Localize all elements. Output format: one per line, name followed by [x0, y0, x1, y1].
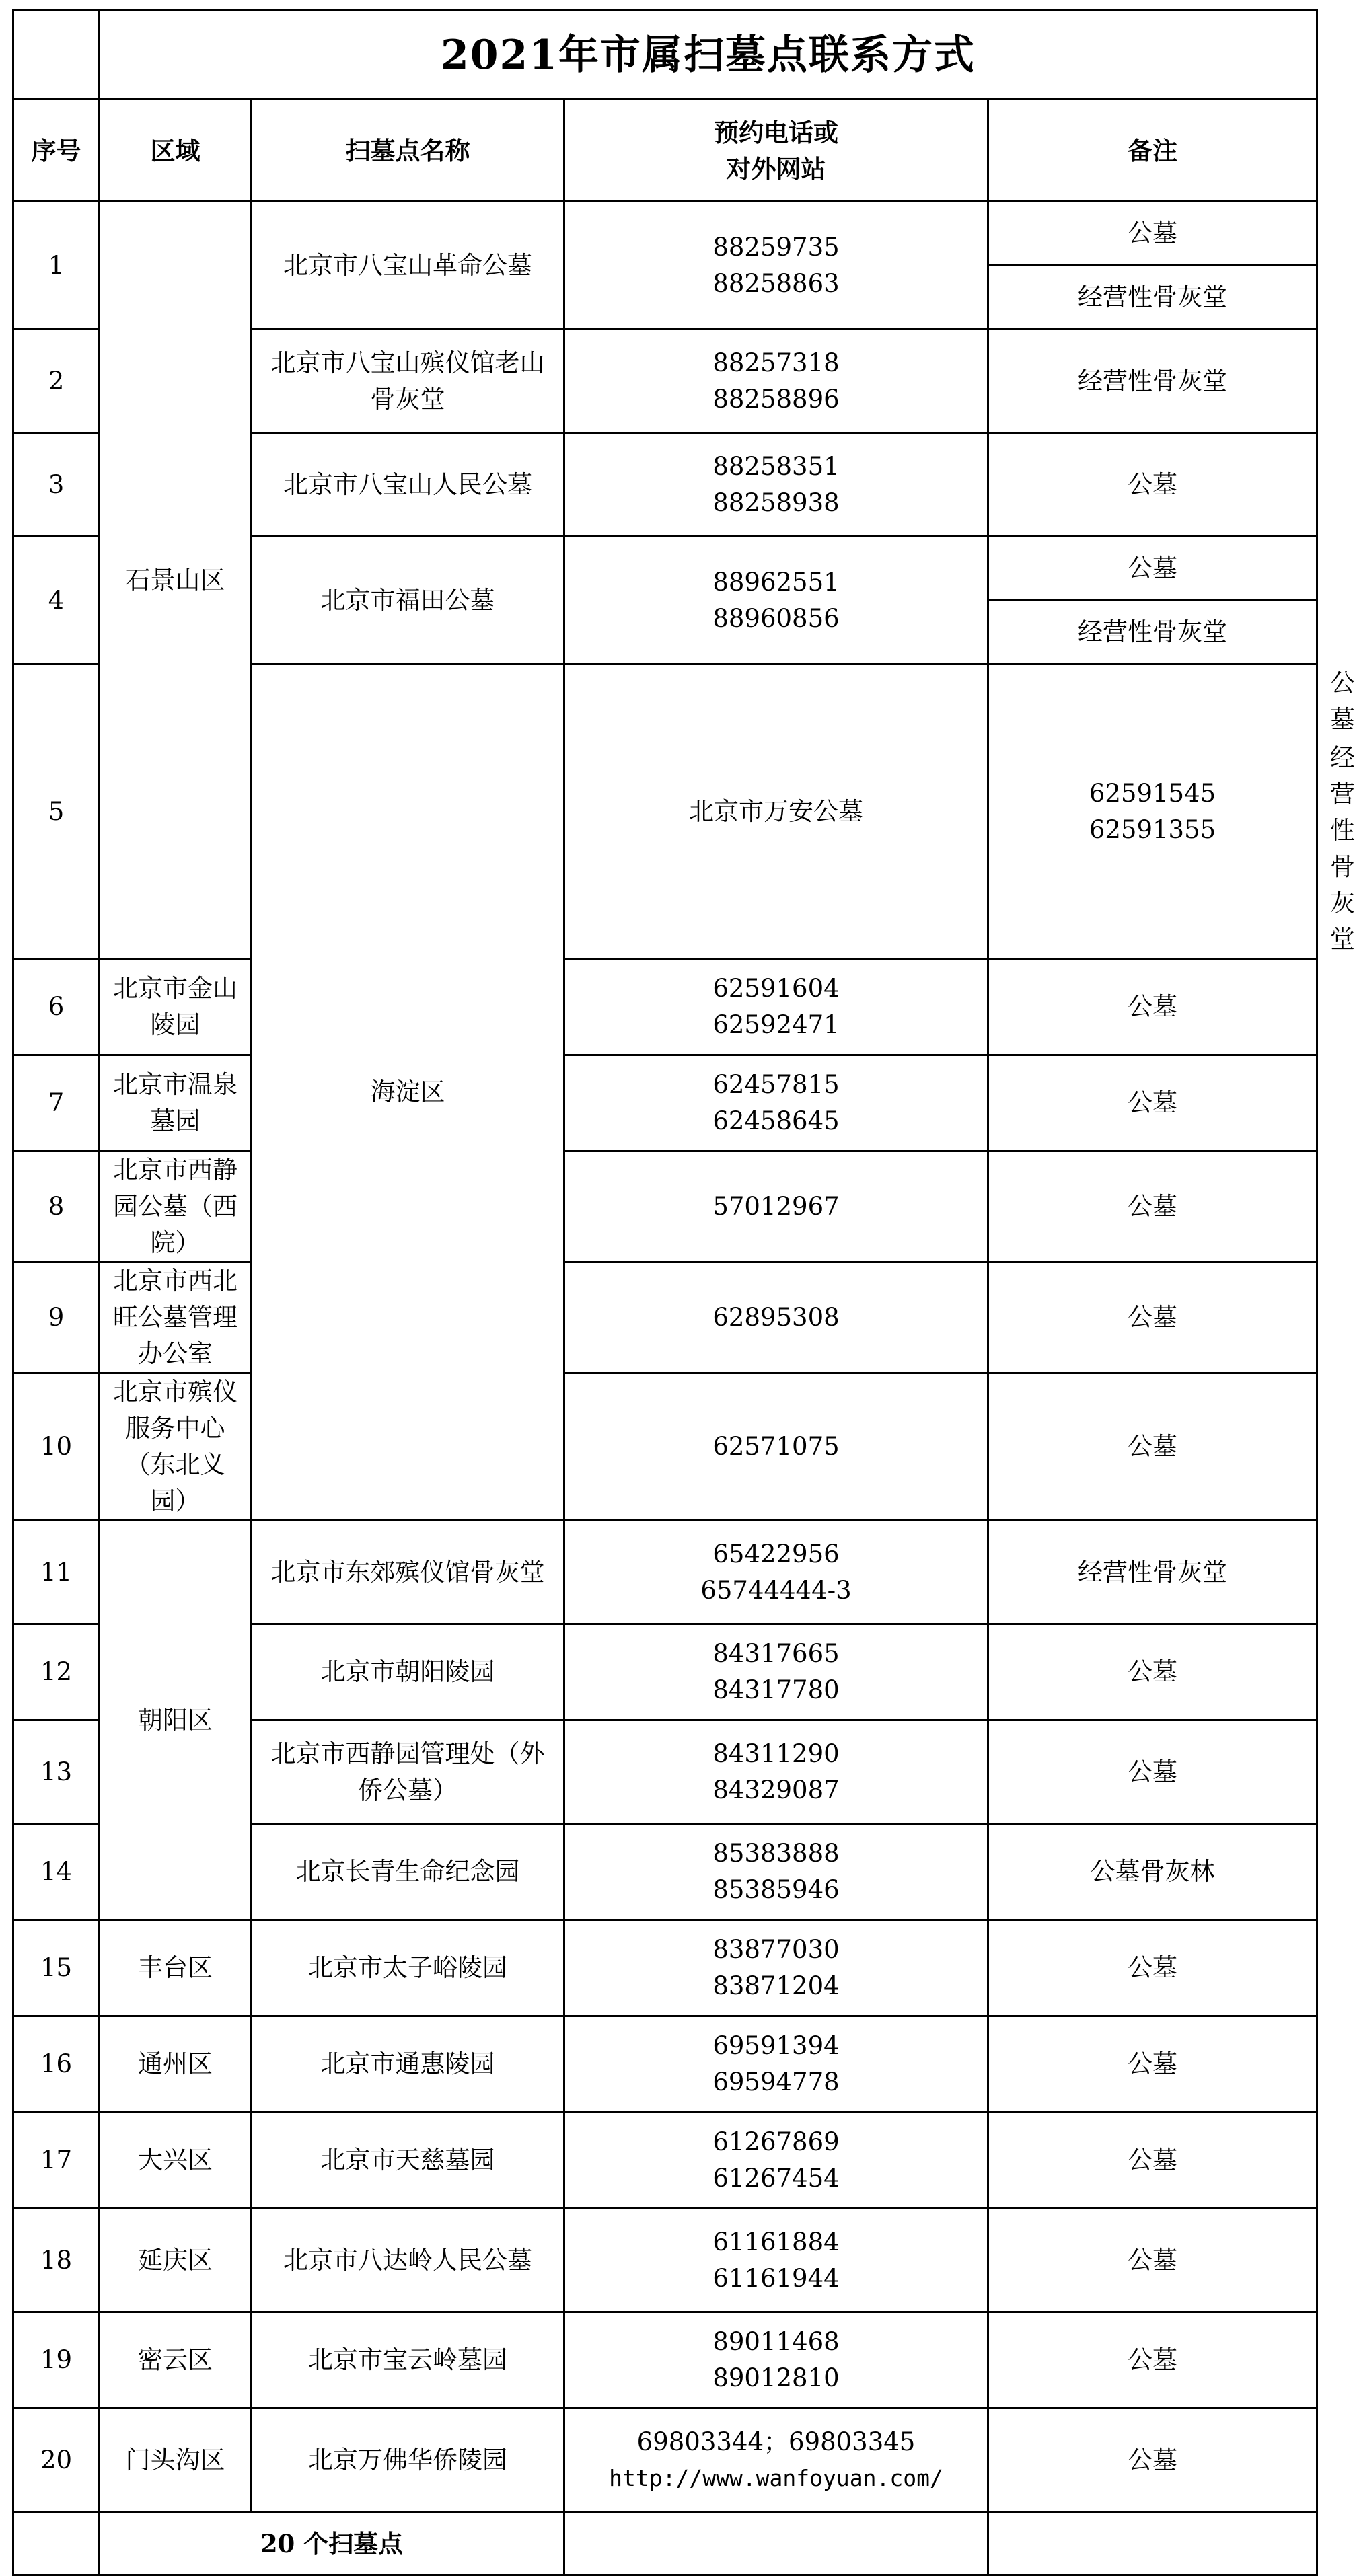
- remark-cell: 经营性骨灰堂: [988, 1521, 1317, 1624]
- contact-cell: [564, 1624, 988, 1720]
- remark-cell: 公墓: [988, 959, 1317, 1055]
- phone-number: 85383888: [712, 1839, 840, 1868]
- row-no: 2: [13, 330, 100, 433]
- contact-cell: [988, 665, 1317, 959]
- table-row: [13, 2409, 1317, 2512]
- remark-cell: 公墓: [988, 1720, 1317, 1824]
- phone-number: 62458645: [712, 1106, 840, 1135]
- remark-cell: 公墓: [988, 2016, 1317, 2113]
- phone-number: 88258938: [712, 488, 840, 517]
- cemetery-name: 北京市殡仪服务中心（东北义园）: [100, 1373, 252, 1521]
- table-row: [13, 202, 1317, 266]
- footer-row: [13, 2512, 1317, 2575]
- table-row: [13, 1373, 1317, 1521]
- table-row: [13, 2312, 1317, 2409]
- cemetery-name: 北京市西静园公墓（西院）: [100, 1151, 252, 1262]
- footer-total: 20 个扫墓点: [100, 2512, 564, 2575]
- cemetery-name: 北京市万安公墓: [564, 665, 988, 959]
- phone-number: 65422956: [712, 1539, 840, 1568]
- row-no: 8: [13, 1151, 100, 1262]
- cemetery-name: 北京市八达岭人民公墓: [252, 2209, 564, 2312]
- remark-cell: 公墓: [988, 2113, 1317, 2209]
- row-no: 12: [13, 1624, 100, 1720]
- phone-number: 61267454: [712, 2164, 840, 2193]
- row-no: 18: [13, 2209, 100, 2312]
- contact-cell: [564, 1055, 988, 1151]
- phone-number: 69803344；69803345: [636, 2427, 916, 2456]
- row-no: 15: [13, 1920, 100, 2016]
- phone-number: 83877030: [712, 1935, 840, 1964]
- table-row: [13, 2209, 1317, 2312]
- row-no: 4: [13, 537, 100, 665]
- district-cell: 通州区: [100, 2016, 252, 2113]
- phone-number: 89012810: [712, 2363, 840, 2392]
- district-cell: 门头沟区: [100, 2409, 252, 2512]
- contact-cell: [564, 2312, 988, 2409]
- cemetery-contact-table: [12, 9, 1355, 2576]
- phone-number: 84317665: [712, 1639, 840, 1668]
- contact-cell: [564, 433, 988, 537]
- table-row: 5 海淀区 北京市万安公墓 62591545 62591355 公墓: [13, 665, 1317, 739]
- remark-cell: 公墓: [988, 1624, 1317, 1720]
- phone-number: 83871204: [712, 1971, 840, 2000]
- cemetery-name: 北京市宝云岭墓园: [252, 2312, 564, 2409]
- remark-cell: 公墓: [988, 2409, 1317, 2512]
- phone-number: 61267869: [712, 2127, 840, 2156]
- footer-blank-cell: [564, 2512, 988, 2575]
- cemetery-name: 北京市朝阳陵园: [252, 1624, 564, 1720]
- cemetery-name: 北京市通惠陵园: [252, 2016, 564, 2113]
- phone-number: 62895308: [712, 1303, 840, 1332]
- remark-cell: 公墓: [988, 1920, 1317, 2016]
- phone-number: 62457815: [712, 1070, 840, 1099]
- header-contact-line1: 预约电话或: [714, 117, 838, 147]
- cemetery-name: 北京市八宝山人民公墓: [252, 433, 564, 537]
- header-remarks: 备注: [988, 100, 1317, 202]
- remark-cell: 公墓: [988, 2312, 1317, 2409]
- contact-cell: [564, 2113, 988, 2209]
- contact-cell: [564, 2016, 988, 2113]
- remark-cell: 经营性骨灰堂: [988, 266, 1317, 330]
- row-no: 20: [13, 2409, 100, 2512]
- remark-cell: 公墓: [988, 1373, 1317, 1521]
- row-no: 11: [13, 1521, 100, 1624]
- row-no: 3: [13, 433, 100, 537]
- remark-cell: 公墓: [988, 1262, 1317, 1373]
- table-row: 经营性骨灰堂: [1330, 743, 1355, 954]
- table-row: [13, 2016, 1317, 2113]
- district-cell: 密云区: [100, 2312, 252, 2409]
- cemetery-name: 北京市温泉墓园: [100, 1055, 252, 1151]
- phone-number: 65744444-3: [700, 1575, 852, 1605]
- footer-blank-cell: [13, 2512, 100, 2575]
- contact-cell: [564, 2209, 988, 2312]
- district-cell: 丰台区: [100, 1920, 252, 2016]
- phone-number: 62591545: [1089, 778, 1216, 808]
- footer-blank-cell: [988, 2512, 1317, 2575]
- remark-cell: 公墓: [988, 1151, 1317, 1262]
- table-row: [13, 2113, 1317, 2209]
- page-title: 2021年市属扫墓点联系方式: [100, 11, 1317, 100]
- table-row: [13, 959, 1317, 1055]
- row-no: 9: [13, 1262, 100, 1373]
- phone-number: 88960856: [712, 603, 840, 633]
- phone-number: 61161884: [712, 2227, 840, 2257]
- cemetery-name: 北京万佛华侨陵园: [252, 2409, 564, 2512]
- contact-cell: [564, 1151, 988, 1262]
- contact-cell: [564, 959, 988, 1055]
- remark-cell: 公墓骨灰林: [988, 1824, 1317, 1920]
- phone-number: 88259735: [712, 232, 840, 262]
- phone-number: 69594778: [712, 2068, 840, 2096]
- cemetery-name: 北京市西北旺公墓管理办公室: [100, 1262, 252, 1373]
- remark-cell: 公墓: [988, 2209, 1317, 2312]
- row-no: 16: [13, 2016, 100, 2113]
- row-no: 6: [13, 959, 100, 1055]
- row-no: 17: [13, 2113, 100, 2209]
- cemetery-name: 北京市天慈墓园: [252, 2113, 564, 2209]
- phone-number: 57012967: [712, 1192, 840, 1221]
- cemetery-name: 北京长青生命纪念园: [252, 1824, 564, 1920]
- title-blank-cell: [13, 11, 100, 100]
- phone-number: 88258351: [712, 451, 840, 481]
- phone-number: 62591604: [712, 974, 840, 1003]
- cemetery-name: 北京市西静园管理处（外侨公墓）: [252, 1720, 564, 1824]
- district-cell: 延庆区: [100, 2209, 252, 2312]
- header-name: 扫墓点名称: [252, 100, 564, 202]
- row-no: 13: [13, 1720, 100, 1824]
- remark-cell: 经营性骨灰堂: [988, 330, 1317, 433]
- contact-cell: [564, 1824, 988, 1920]
- row-no: 7: [13, 1055, 100, 1151]
- row-no: 10: [13, 1373, 100, 1521]
- phone-number: 84311290: [712, 1739, 840, 1768]
- table-row: [13, 1920, 1317, 2016]
- contact-cell: [564, 1720, 988, 1824]
- phone-number: 88257318: [712, 348, 840, 377]
- cemetery-name: 北京市太子峪陵园: [252, 1920, 564, 2016]
- remark-cell: 公墓: [988, 1055, 1317, 1151]
- remark-cell: 公墓: [988, 202, 1317, 266]
- district-cell: 大兴区: [100, 2113, 252, 2209]
- cemetery-name: 北京市东郊殡仪馆骨灰堂: [252, 1521, 564, 1624]
- phone-number: 85385946: [712, 1875, 840, 1904]
- cemetery-name: 北京市八宝山殡仪馆老山骨灰堂: [252, 330, 564, 433]
- phone-number: 84317780: [712, 1675, 840, 1704]
- contact-cell: [564, 1262, 988, 1373]
- cemetery-name: 北京市八宝山革命公墓: [252, 202, 564, 330]
- contact-cell: [564, 1920, 988, 2016]
- row-no: 5: [13, 665, 100, 959]
- website-link[interactable]: http://www.wanfoyuan.com/: [609, 2464, 943, 2491]
- contact-cell: [564, 1521, 988, 1624]
- cemetery-name: 北京市金山陵园: [100, 959, 252, 1055]
- contact-cell: [564, 537, 988, 665]
- table-row: [13, 1055, 1317, 1151]
- district-cell: 石景山区: [100, 202, 252, 959]
- contact-cell: [564, 202, 988, 330]
- row-no: 19: [13, 2312, 100, 2409]
- row-no: 1: [13, 202, 100, 330]
- table-row: [13, 1151, 1317, 1262]
- row-no: 14: [13, 1824, 100, 1920]
- phone-number: 88258863: [712, 268, 840, 298]
- header-district: 区域: [100, 100, 252, 202]
- remark-cell: 公墓: [988, 537, 1317, 601]
- phone-number: 62592471: [712, 1010, 840, 1039]
- phone-number: 89011468: [712, 2327, 840, 2356]
- phone-number: 88962551: [712, 567, 840, 597]
- cemetery-name: 北京市福田公墓: [252, 537, 564, 665]
- contact-cell: [564, 1373, 988, 1521]
- phone-number: 88258896: [712, 384, 840, 414]
- phone-number: 62571075: [712, 1432, 840, 1461]
- table-row: [13, 1521, 1317, 1624]
- table-row: [13, 1262, 1317, 1373]
- remark-cell: 经营性骨灰堂: [988, 601, 1317, 665]
- district-cell: 海淀区: [252, 665, 564, 1521]
- phone-number: 62591355: [1089, 815, 1216, 844]
- contact-cell: [564, 2409, 988, 2512]
- district-cell: 朝阳区: [100, 1521, 252, 1920]
- phone-number: 84329087: [712, 1775, 840, 1805]
- phone-number: 69591394: [712, 2031, 840, 2060]
- header-contact-line2: 对外网站: [726, 153, 826, 184]
- remark-cell: 公墓: [988, 433, 1317, 537]
- header-no: 序号: [13, 100, 100, 202]
- header-contact: [564, 100, 988, 202]
- contact-cell: [564, 330, 988, 433]
- phone-number: 61161944: [712, 2263, 840, 2293]
